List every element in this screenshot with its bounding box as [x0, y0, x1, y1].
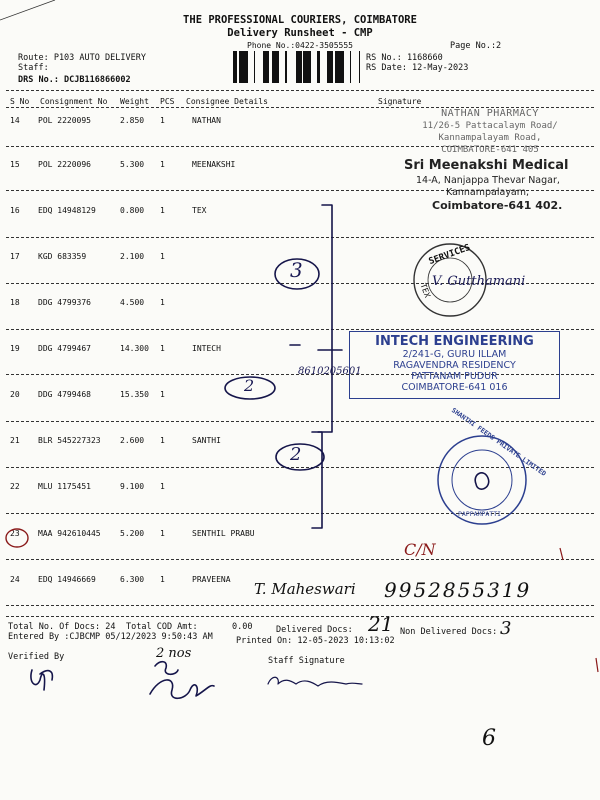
rs-date: RS Date: 12-May-2023 [366, 63, 469, 73]
cell-weight: 0.800 [120, 206, 145, 215]
stamp-meenakshi-line: Kannampalayam, [446, 187, 530, 198]
cell-consignment: EDQ 14946669 [38, 575, 96, 584]
cell-consignee: PRAVEENA [192, 575, 231, 584]
cell-consignment: MAA 942610445 [38, 529, 101, 538]
entered-by: Entered By :CJBCMP 05/12/2023 9:50:43 AM [8, 632, 213, 642]
row-divider [6, 559, 594, 560]
cell-pcs: 1 [160, 160, 165, 169]
cell-consignee: SENTHIL PRABU [192, 529, 255, 538]
cell-pcs: 1 [160, 575, 165, 584]
document-subtitle: Delivery Runsheet - CMP [227, 27, 373, 39]
cell-sno: 22 [10, 482, 20, 491]
company-title: THE PROFESSIONAL COURIERS, COIMBATORE [183, 14, 417, 26]
handwritten-mobile: 9952855319 [384, 578, 532, 602]
handwritten-maheswari: T. Maheswari [254, 580, 356, 598]
stamp-services-text: SERVICES [427, 242, 472, 268]
handwritten-3: 3 [290, 258, 303, 282]
rule-top [6, 90, 594, 91]
stamp-intech [352, 334, 557, 393]
cell-pcs: 1 [160, 116, 165, 125]
cell-sno: 19 [10, 344, 20, 353]
stamp-intech-line: PATTANAM PUDUR [411, 371, 498, 382]
cell-consignment: KGD 683359 [38, 252, 87, 261]
barcode [233, 51, 360, 83]
stamp-nathan-line: 11/26-5 Pattacalaym Road/ [422, 121, 558, 131]
stamp-meenakshi-line: Coimbatore-641 402. [432, 199, 563, 212]
handwritten-guthamani: V. Gutthamani [432, 274, 526, 289]
cell-weight: 14.300 [120, 344, 149, 353]
cell-consignee: TEX [192, 206, 207, 215]
cell-consignment: DDG 4799467 [38, 344, 91, 353]
total-cod-amount: 0.00 [232, 622, 253, 632]
handwritten-nondelivered-count: 3 [500, 618, 512, 639]
staff-signature-label: Staff Signature [268, 656, 345, 666]
cell-weight: 4.500 [120, 298, 145, 307]
cell-consignee: SANTHI [192, 436, 221, 445]
cell-consignee: NATHAN [192, 116, 221, 125]
cell-pcs: 1 [160, 206, 165, 215]
col-pcs: PCS [160, 97, 175, 106]
col-signature: Signature [378, 97, 422, 106]
stamp-shanthi-text: SHANTHI FEEDS PRIVATE LIMITED [449, 406, 548, 478]
col-sno: S No [10, 97, 30, 106]
handwritten-cn: C/N [404, 540, 436, 559]
cell-weight: 6.300 [120, 575, 145, 584]
drs-number: DRS No.: DCJB116866002 [18, 75, 131, 85]
cell-consignment: DDG 4799468 [38, 390, 91, 399]
cell-consignee: INTECH [192, 344, 221, 353]
cell-consignment: DDG 4799376 [38, 298, 91, 307]
cell-weight: 5.300 [120, 160, 145, 169]
cell-pcs: 1 [160, 252, 165, 261]
row-divider [6, 237, 594, 238]
cell-sno: 15 [10, 160, 20, 169]
handwritten-intech-phone: 8610205601 [298, 366, 362, 377]
cell-sno: 16 [10, 206, 20, 215]
handwritten-2a: 2 [244, 376, 255, 395]
stamp-nathan [405, 108, 575, 155]
stamp-intech-line: RAGAVENDRA RESIDENCY [393, 360, 516, 371]
non-delivered-docs-label: Non Delivered Docs: [400, 627, 498, 637]
cell-weight: 2.100 [120, 252, 145, 261]
cell-consignment: POL 2220095 [38, 116, 91, 125]
handwritten-2b: 2 [290, 444, 302, 465]
handwritten-delivered-count: 21 [368, 612, 394, 636]
total-docs: Total No. Of Docs: 24 [8, 622, 116, 632]
staff-label: Staff: [18, 63, 49, 73]
page-number: Page No.:2 [450, 41, 502, 51]
stamp-nathan-line: NATHAN PHARMACY [441, 108, 539, 119]
stamp-intech-line: INTECH ENGINEERING [375, 334, 534, 349]
rule-footer [6, 616, 594, 617]
cell-weight: 5.200 [120, 529, 145, 538]
cell-pcs: 1 [160, 344, 165, 353]
cell-pcs: 1 [160, 436, 165, 445]
handwritten-verified-note: 2 nos [156, 646, 192, 661]
cell-consignment: BLR 545227323 [38, 436, 101, 445]
stamp-nathan-line: COIMBATORE-641 405 [441, 145, 539, 155]
handwritten-six: 6 [482, 726, 496, 751]
cell-weight: 2.850 [120, 116, 145, 125]
phone-number: Phone No.:0422-3505555 [247, 41, 353, 50]
cell-consignment: EDQ 14948129 [38, 206, 96, 215]
col-consignee: Consignee Details [186, 97, 268, 106]
cell-sno: 18 [10, 298, 20, 307]
stamp-tex-text: TEX [418, 282, 432, 299]
printed-on: Printed On: 12-05-2023 10:13:02 [236, 636, 395, 646]
route: Route: P103 AUTO DELIVERY [18, 53, 146, 63]
cell-sno: 20 [10, 390, 20, 399]
cell-weight: 2.600 [120, 436, 145, 445]
cell-sno: 24 [10, 575, 20, 584]
stamp-intech-line: COIMBATORE-641 016 [401, 382, 508, 393]
stamp-meenakshi [398, 158, 568, 212]
scan-mark-icon [0, 0, 60, 30]
delivered-docs-label: Delivered Docs: [276, 625, 353, 635]
cell-consignment: POL 2220096 [38, 160, 91, 169]
cell-weight: 9.100 [120, 482, 145, 491]
cell-pcs: 1 [160, 298, 165, 307]
cell-sno: 23 [10, 529, 20, 538]
cell-pcs: 1 [160, 482, 165, 491]
cell-pcs: 1 [160, 529, 165, 538]
col-weight: Weight [120, 97, 149, 106]
cell-pcs: 1 [160, 390, 165, 399]
stamp-meenakshi-line: Sri Meenakshi Medical [404, 158, 569, 173]
stamp-meenakshi-line: 14-A, Nanjappa Thevar Nagar, [416, 175, 560, 186]
col-consignment: Consignment No [40, 97, 108, 106]
total-cod-label: Total COD Amt: [126, 622, 198, 632]
stamp-nathan-line: Kannampalayam Road, [438, 133, 542, 143]
stamp-intech-line: 2/241-G, GURU ILLAM [402, 349, 507, 360]
cell-sno: 21 [10, 436, 20, 445]
row-divider [6, 605, 594, 606]
rs-number: RS No.: 1168660 [366, 53, 443, 63]
row-divider [6, 329, 594, 330]
cell-weight: 15.350 [120, 390, 149, 399]
cell-sno: 14 [10, 116, 20, 125]
verified-by: Verified By [8, 652, 65, 662]
row-divider [6, 421, 594, 422]
cell-consignment: MLU 1175451 [38, 482, 91, 491]
cell-consignee: MEENAKSHI [192, 160, 236, 169]
cell-sno: 17 [10, 252, 20, 261]
stamp-shanthi-place: PAPPAMPATTI [458, 510, 502, 518]
